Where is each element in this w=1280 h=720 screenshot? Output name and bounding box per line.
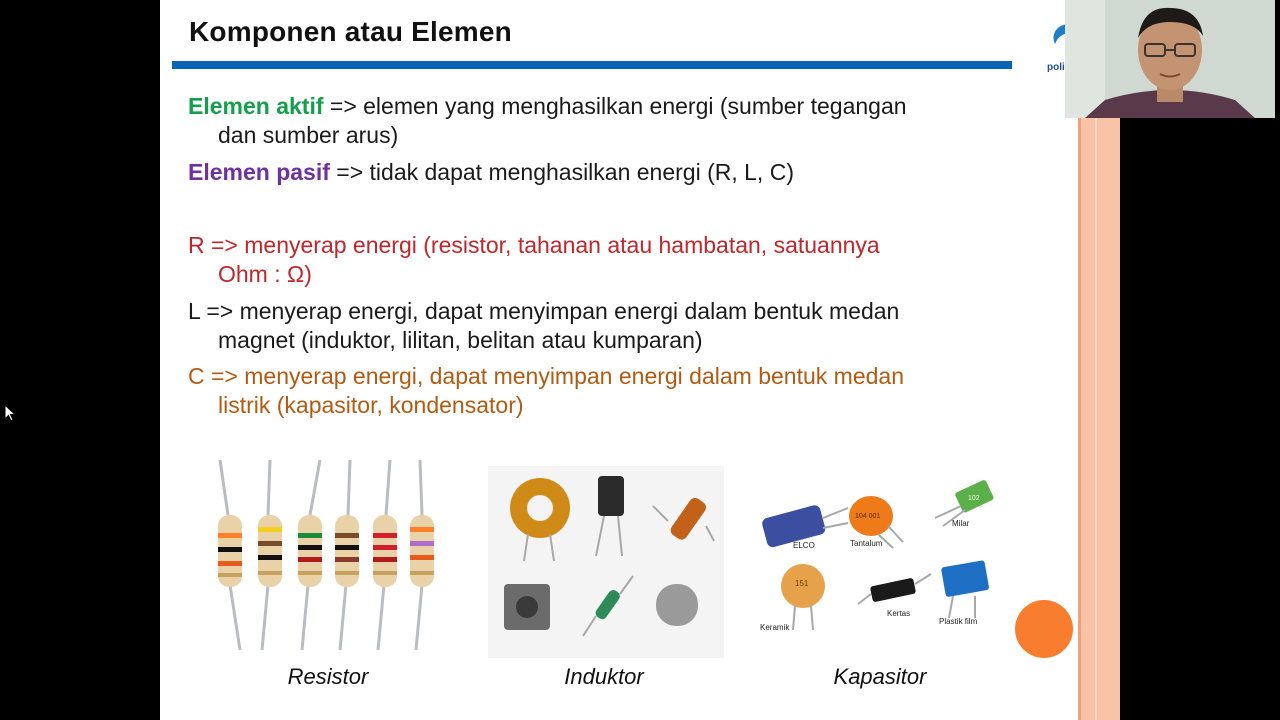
tantalum-code: 104 001 <box>855 513 881 520</box>
r-definition <box>188 231 1028 289</box>
r-line1: R => menyerap energi (resistor, tahanan atau hambatan, satuannya <box>188 232 880 258</box>
l-definition <box>188 297 1028 355</box>
title-underline <box>172 61 1012 69</box>
caption-resistor: Resistor <box>287 664 369 689</box>
kertas-label: Kertas <box>887 609 911 618</box>
pasif-text: => tidak dapat menghasilkan energi (R, L, C) <box>329 159 794 185</box>
resistor-image <box>210 455 450 655</box>
inductor-image <box>488 466 724 658</box>
keramik-label: Keramik <box>760 623 790 632</box>
r-line2: Ohm : Ω) <box>218 261 312 287</box>
keramik-code: 151 <box>795 579 809 588</box>
aktif-text: => elemen yang menghasilkan energi (sumber tegangan <box>323 93 907 119</box>
caption-induktor: Induktor <box>564 664 644 689</box>
c-line2: listrik (kapasitor, kondensator) <box>218 392 524 418</box>
aktif-continuation: dan sumber arus) <box>218 122 399 148</box>
aktif-keyword: Elemen aktif <box>188 93 324 119</box>
accent-circle <box>1015 600 1073 658</box>
caption-kapasitor: Kapasitor <box>833 664 927 689</box>
presentation-slide <box>160 0 1120 720</box>
tantalum-label: Tantalum <box>850 539 883 548</box>
webcam-feed <box>1065 0 1275 118</box>
elco-label: ELCO <box>793 541 815 550</box>
c-line1: C => menyerap energi, dapat menyimpan energi dalam bentuk medan <box>188 363 904 389</box>
l-line2: magnet (induktor, lilitan, belitan atau kumparan) <box>218 327 703 353</box>
capacitor-image <box>753 478 1003 653</box>
l-line1: L => menyerap energi, dapat menyimpan energi dalam bentuk medan <box>188 298 900 324</box>
mouse-pointer-icon <box>4 404 16 424</box>
plastik-label: Plastik film <box>939 617 978 626</box>
c-definition <box>188 362 1028 420</box>
pasif-definition <box>188 158 1028 187</box>
milar-code: 102 <box>968 495 980 502</box>
logo-text: poli <box>1047 62 1065 73</box>
slide-title: Komponen atau Elemen <box>189 16 512 47</box>
milar-label: Milar <box>952 519 970 528</box>
aktif-definition <box>188 92 1028 150</box>
pasif-keyword: Elemen pasif <box>188 159 330 185</box>
